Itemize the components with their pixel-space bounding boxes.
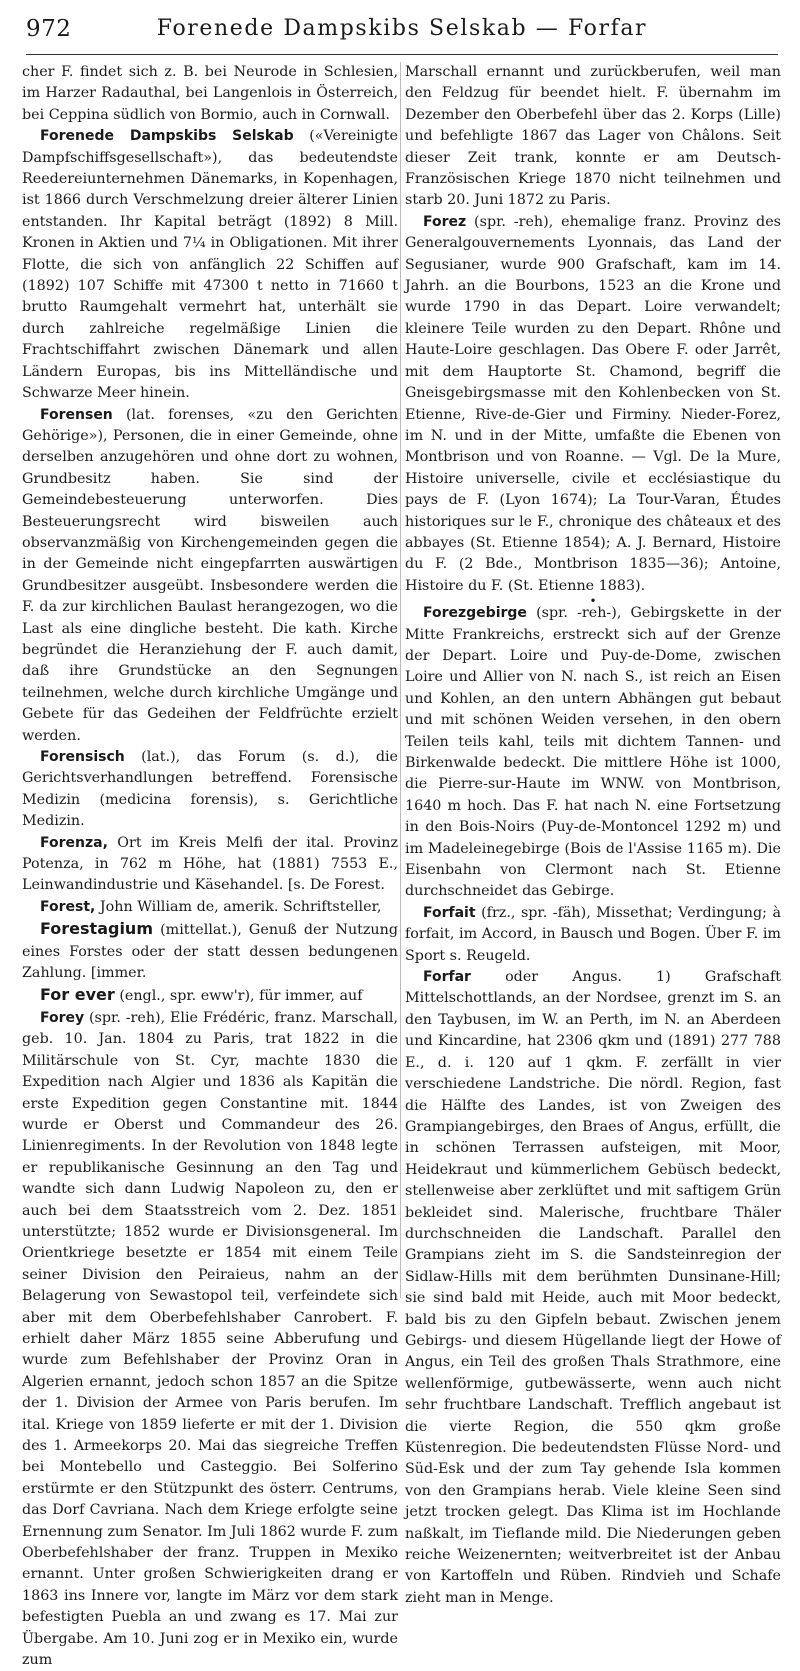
dictionary-entry [22,405,398,748]
entry-headword: Forensen [40,406,113,423]
entry-body: (spr. -reh), Elie Frédéric, franz. Marschall, geb. 10. Jan. 1804 zu Paris, trat 1822 in die Militärschule von St. Cyr, machte 1830 die Expedition nach Algier und 1836 als Kapitän die erste Expedition gegen Constantine mit. 1844 wurde er Oberst und Commandeur des 26. Linienregiments. In der Revolution von 1848 legte er republikanische Gesinnung an den Tag und wandte sich dann Ludwig Napoleon zu, den er auch bei dem Staatsstreich vom 2. Dez. 1851 unterstützte; 1852 wurde er Divisionsgeneral. Im Orientkriege besetzte er 1854 mit einem Teile seiner Division den Peiraieus, nahm an der Belagerung von Sewastopol teil, verfeindete sich aber mit dem Oberbefehlshaber Canrobert. F. erhielt daher März 1855 seine Abberufung und wurde zum Befehlshaber der Provinz Oran in Algerien ernannt, jedoch schon 1857 an die Spitze der 1. Division der Armee von Paris berufen. Im ital. Kriege von 1859 lieferte er mit der 1. Division des 1. Armeekorps 20. Mai das siegreiche Treffen bei Montebello und Casteggio. Bei Solferino erstürmte er den Stützpunkt des österr. Centrums, das Dorf Cavriana. Nach dem Kriege erfolgte seine Ernennung zum Senator. Im Juli 1862 wurde F. zum Oberbefehlshaber der franz. Truppen in Mexiko ernannt. Unter großen Schwierigkeiten drang er 1863 ins Innere vor, langte im März vor dem stark befestigten Puebla an und zwang es 17. Mai zur Übergabe. Am 10. Juni zog er in Mexiko ein, wurde zum [22,1009,398,1669]
entry-body: (lat. forenses, «zu den Gerichten Gehörige»), Personen, die in einer Gemeinde, ohne derselben anzugehören und ohne dort zu wohnen, Grundbesitz haben. Sie sind der Gemeindebesteuerung unterworfen. Dies Besteuerungsrecht wird bisweilen auch observanzmäßig von Kirchengemeinden gegen die in der Gemeinde nicht eingepfarrten auswärtigen Grundbesitzer ausgeübt. Insbesondere werden die F. da zur kirchlichen Baulast herangezogen, wo die Last als eine dingliche besteht. Die kath. Kirche begründet die Heranziehung der F. auch damit, daß ihre Grundstücke an den Segnungen teilnehmen, welche durch kirchliche Umgänge und Gebete für das Gedeihen der Feldfrüchte erzielt werden. [22,406,399,744]
dictionary-entry [405,212,781,597]
entry-headword: Forfar [423,969,471,986]
entry-headword: Forenza, [40,834,108,851]
entry-body: (spr. -reh), ehemalige franz. Provinz des Generalgouvernements Lyonnais, das Land der Segusianer, wurde 900 Grafschaft, kam im 14. Jahrh. an die Bourbons, 1523 an die Krone und wurde 1790 in das Depart. Loire verwandelt; kleinere Teile wurden zu den Depart. Rhône und Haute-Loire geschlagen. Das Obere F. oder Jarrêt, mit dem Hauptorte St. Chamond, begriff die Gneisgebirgsmasse mit den Kohlenbecken von St. Etienne, Rive-de-Gier und Firminy. Nieder-Forez, im N. und in der Mitte, umfaßte die Ebenen von Montbrison und von Roanne. — Vgl. De la Mure, Histoire universelle, civile et ecclésiastique du pays de F. (Lyon 1674); La Tour-Varan, Études historiques sur le F., chronique des châteaux et des abbayes (St. Etienne 1854); A. J. Bernard, Histoire du F. (2 Bde., Montbrison 1835—36); Antoine, Histoire du F. (St. Etienne 1883). [405,213,782,594]
entry-headword: Forest, [40,898,96,915]
entry-headword: Forfait [423,904,476,921]
entry-body: (engl., spr. eww'r), für immer, auf [119,988,363,1005]
entry-headword: Forestagium [40,919,153,939]
entry-text: cher F. findet sich z. B. bei Neurode in Schlesien, im Harzer Radauthal, bei Langenlois in Österreich, bei Ceppina südlich von Bormio, auch in Cornwall. [22,64,398,123]
entry-tail: [immer. [90,965,147,982]
entry-headword: Forenede Dampskibs Selskab [40,128,294,145]
entry-headword: Forensisch [40,749,125,765]
entry-body: (lat.), das Forum (s. d.), die Gerichtsverhandlungen betreffend. Forensische Medizin (medicina forensis), s. Gerichtliche Medizin. [22,749,398,830]
entry-headword: For ever [40,985,115,1005]
separator-dot: • [589,594,597,609]
entry-headword: Forez [423,213,467,230]
entry-body: oder Angus. 1) Grafschaft Mittelschottlands, an der Nordsee, grenzt im S. an den Taybusen, im W. an Perth, im N. an Aberdeen und Kincardine, hat 2306 qkm und (1891) 277 788 E., d. i. 120 auf 1 qkm. F. zerfällt in vier verschiedene Landstriche. Die nördl. Region, fast die Hälfte des Landes, ist von Zweigen des Grampiangebirges, den Braes of Angus, erfüllt, die in schönen Terrassen aufsteigen, mit Moor, Heidekraut und kümmerlichem Gebüsch bedeckt, stellenweise aber zerklüftet und mit saftigem Grün bekleidet sind. Malerische, fruchtbare Thäler durchschneiden die Landschaft. Parallel den Grampians zieht im S. die Sandsteinregion der Sidlaw-Hills mit dem berühmten Dunsinane-Hill; sie sind bald mit Heide, auch mit Moor bedeckt, bald bis zu den Gipfeln bebaut. Zwischen jenem Gebirgs- und diesem Hügellande liegt der Howe of Angus, ein Teil des großen Thals Strathmore, eine wellenförmige, gutbewässerte, wenn auch nicht sehr fruchtbare Landschaft. Trefflich angebaut ist die vierte Region, die 550 qkm große Küstenregion. Die bedeutendsten Flüsse Nord- und Süd-Esk und der zum Tay gehende Isla kommen von den Grampians herab. Viele kleine Seen sind jetzt trocken gelegt. Das Klima ist im Hochlande naßkalt, im Tieflande mild. Die Niederungen geben reiche Weizenernten; weitverbreitet ist der Anbau von Kartoffeln und Rüben. Rindvieh und Schafe zieht man in Menge. [405,969,781,1606]
entry-body: (mittellat.), Genuß der Nutzung eines Forstes oder der statt dessen bedungenen Zahlung. [22,922,398,982]
entry-body: (frz., spr. -fäh), Missethat; Verdingung; à forfait, im Accord, in Bausch und Bogen. Über F. im Sport s. Reugeld. [405,904,781,964]
dictionary-entry [22,984,398,1007]
entry-text: Marschall ernannt und zurückberufen, weil man den Feldzug für beendet hielt. F. übernahm im Dezember den Oberbefehl über das 2. Korps (Lille) und befehligte 1867 das Lager von Châlons. Seit dieser Zeit trank, konnte er am Deutsch-Französischen Kriege 1870 nicht teilnehmen und starb 20. Juni 1872 zu Paris. [405,64,781,209]
left-column [22,62,399,1669]
column-divider [400,62,401,1298]
dictionary-entry [405,967,781,1609]
dictionary-entry [22,918,398,984]
dictionary-entry [22,1008,398,1671]
dictionary-entry [22,897,398,918]
entry-body: John William de, amerik. Schriftsteller, [99,898,382,915]
cross-reference: [s. De Forest. [287,877,385,894]
dictionary-entry [405,903,781,967]
entry-headword: Forezgebirge [423,605,527,622]
dictionary-entry [22,747,398,833]
page-header [26,6,778,55]
dictionary-entry [405,603,781,903]
right-column [405,62,782,1606]
entry-body: («Vereinigte Dampfschiffsgesellschaft»), das bedeutendste Reedereiunternehmen Dänemarks, in Kopenhagen, ist 1866 durch Verschmelzung dreier älterer Linien entstanden. Ihr Kapital beträgt (1892) 8 Mill. Kronen in Aktien und 7¼ in Obligationen. Mit ihrer Flotte, die sich von anfänglich 22 Schiffen auf (1892) 107 Schiffe mit 47300 t netto in 71660 t brutto Raumgehalt vermehrt hat, unterhält sie durch zahlreiche regelmäßige Linien die Frachtschiffahrt zwischen Dänemark und allen Ländern Europas, bis ins Mittelländische und Schwarze Meer hinein. [22,128,398,402]
entry-body: Ort im Kreis Melfi der ital. Provinz Potenza, in 762 m Höhe, hat (1881) 7553 E., Leinwandindustrie und Käsehandel. [22,834,398,894]
entry-body: (spr. -reh-), Gebirgskette in der Mitte Frankreichs, erstreckt sich auf der Grenze der Depart. Loire und Puy-de-Dome, zwischen Loire und Allier von N. nach S., ist reich an Eisen und Kohlen, an den untern Abhängen gut bebaut und mit schönen Weiden versehen, in den obern Teilen teils kahl, teils mit dichtem Tannen- und Birkenwalde bedeckt. Die mittlere Höhe ist 1000, die Pierre-sur-Haute im WNW. von Montbrison, 1640 m hoch. Das F. hat nach N. eine Fortsetzung in den Bois-Noirs (Puy-de-Montoncel 1292 m) und im Madeleinegebirge (Bois de l'Assise 1165 m). Die Eisenbahn von Clermont nach St. Etienne durchschneidet das Gebirge. [405,605,781,900]
running-title: Forenede Dampskibs Selskab — Forfar [156,16,648,41]
entry-headword: Forey [40,1009,85,1026]
dictionary-entry [22,833,398,897]
page-number: 972 [26,16,72,42]
dictionary-entry [22,126,398,404]
